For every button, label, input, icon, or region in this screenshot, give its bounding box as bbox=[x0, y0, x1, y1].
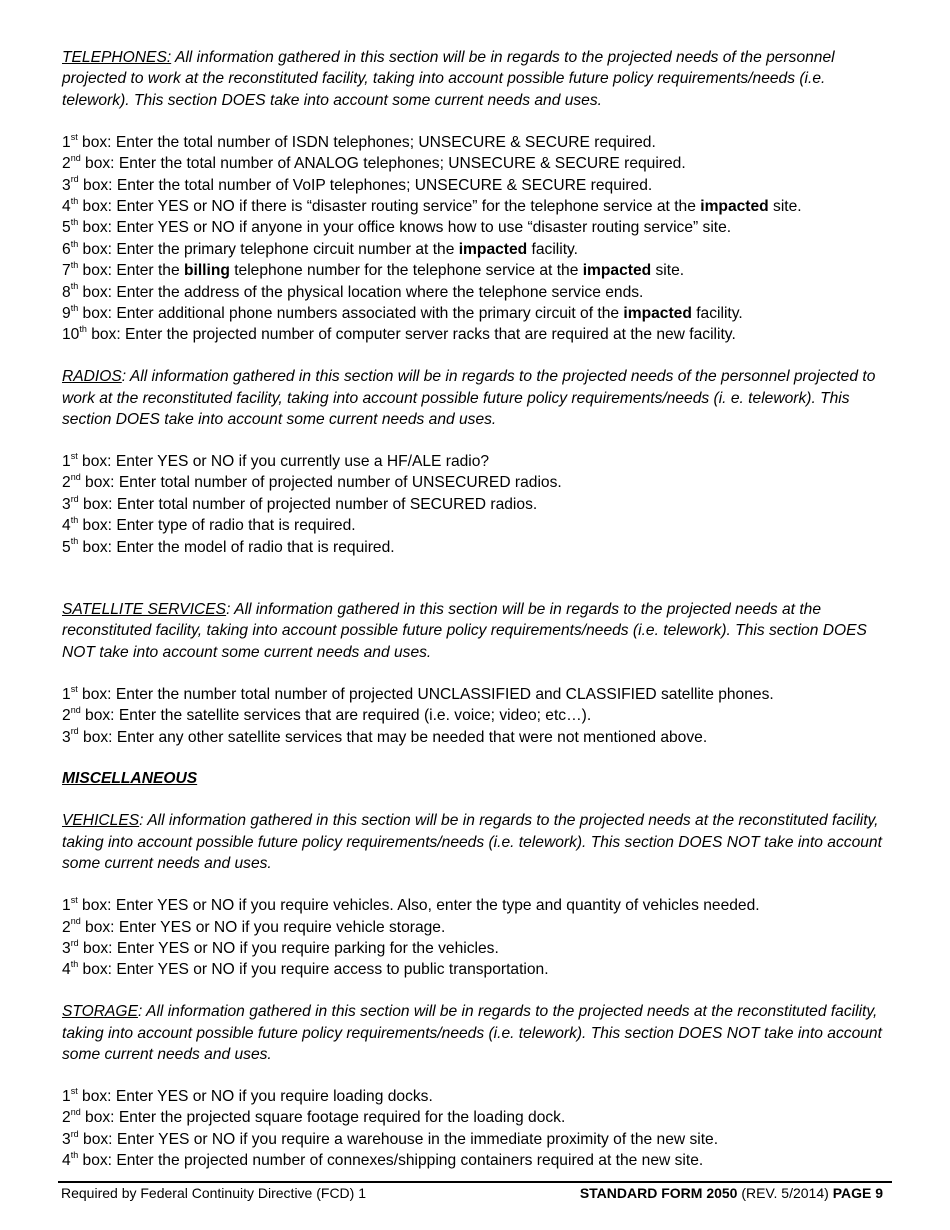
list-item: 4th box: Enter YES or NO if there is “disaster routing service” for the telephone service at the impacted site. bbox=[62, 195, 802, 215]
list-item: 7th box: Enter the billing telephone number for the telephone service at the impacted site. bbox=[62, 259, 685, 280]
list-item: 5th box: Enter the model of radio that is required. bbox=[62, 536, 395, 556]
vehicles-heading: VEHICLES bbox=[62, 812, 140, 830]
telephones-intro-text: All information gathered in this section will be in regards to the projected needs of the personnel projected to work at the reconstituted facility, taking into account possible future policy requirements/needs (i.e. telework). This section DOES take into account some current needs and uses. bbox=[62, 49, 835, 109]
list-item: 2nd box: Enter the satellite services that are required (i.e. voice; video; etc…). bbox=[62, 704, 592, 725]
radios-heading: RADIOS bbox=[62, 368, 122, 386]
vehicles-list bbox=[62, 895, 892, 981]
list-item: 4th box: Enter YES or NO if you require access to public transportation. bbox=[62, 959, 549, 979]
footer-form-info bbox=[580, 1184, 883, 1202]
telephones-intro bbox=[62, 47, 892, 111]
footer-divider bbox=[58, 1181, 892, 1183]
telephones-heading: TELEPHONES: bbox=[62, 49, 172, 66]
page-footer bbox=[61, 1184, 883, 1202]
telephones-list bbox=[62, 132, 892, 346]
list-item: 2nd box: Enter the projected square footage required for the loading dock. bbox=[62, 1107, 566, 1127]
list-item: 3rd box: Enter YES or NO if you require a warehouse in the immediate proximity of the new site. bbox=[62, 1128, 719, 1148]
radios-list bbox=[62, 451, 892, 558]
vehicles-intro bbox=[62, 810, 892, 874]
miscellaneous-heading: MISCELLANEOUS bbox=[62, 770, 198, 788]
list-item: 9th box: Enter additional phone numbers associated with the primary circuit of the impacted facility. bbox=[62, 302, 743, 322]
radios-intro bbox=[62, 366, 892, 430]
footer-revision: (REV. 5/2014) bbox=[737, 1185, 833, 1201]
list-item: 3rd box: Enter the total number of VoIP telephones; UNSECURE & SECURE required. bbox=[62, 174, 653, 194]
footer-directive: Required by Federal Continuity Directive (FCD) 1 bbox=[61, 1185, 366, 1201]
list-item: 1st box: Enter YES or NO if you require loading docks. bbox=[62, 1085, 433, 1105]
footer-form-name: STANDARD FORM 2050 bbox=[579, 1185, 738, 1201]
satellite-intro-text: : All information gathered in this section will be in regards to the projected needs at the reconstituted facility, taking into account possible future policy requirements/needs (i.e. telework). This section DOES NOT take into account some current needs and uses. bbox=[62, 601, 867, 661]
vehicles-intro-text: : All information gathered in this section will be in regards to the projected needs at the reconstituted facility, taking into account possible future policy requirements/needs (i.e. telework). This section DOES NOT take into account some current needs and uses. bbox=[62, 812, 882, 873]
list-item: 4th box: Enter the projected number of connexes/shipping containers required at the new site. bbox=[62, 1149, 704, 1170]
list-item: 2nd box: Enter YES or NO if you require vehicle storage. bbox=[62, 916, 446, 936]
footer-page-number: PAGE 9 bbox=[832, 1185, 883, 1201]
radios-intro-text: : All information gathered in this section will be in regards to the projected needs of the personnel projected to work at the reconstituted facility, taking into account possible future policy requirements/needs (i. e. telework). This section DOES take into account some current needs and uses. bbox=[62, 368, 876, 429]
list-item: 1st box: Enter the number total number of projected UNCLASSIFIED and CLASSIFIED satellite phones. bbox=[62, 683, 774, 703]
list-item: 2nd box: Enter the total number of ANALOG telephones; UNSECURE & SECURE required. bbox=[62, 152, 686, 173]
list-item: 1st box: Enter YES or NO if you currently use a HF/ALE radio? bbox=[62, 450, 490, 470]
list-item: 1st box: Enter the total number of ISDN telephones; UNSECURE & SECURE required. bbox=[62, 131, 656, 151]
list-item: 3rd box: Enter any other satellite services that may be needed that were not mentioned above. bbox=[62, 726, 708, 746]
list-item: 5th box: Enter YES or NO if anyone in your office knows how to use “disaster routing service” site. bbox=[62, 217, 732, 237]
list-item: 10th box: Enter the projected number of computer server racks that are required at the new facility. bbox=[62, 324, 736, 344]
satellite-heading: SATELLITE SERVICES bbox=[62, 601, 227, 619]
list-item: 6th box: Enter the primary telephone circuit number at the impacted facility. bbox=[62, 238, 579, 258]
document-page bbox=[62, 47, 892, 1172]
satellite-intro bbox=[62, 599, 892, 663]
list-item: 4th box: Enter type of radio that is required. bbox=[62, 515, 356, 535]
storage-intro-text: : All information gathered in this section will be in regards to the projected needs at the reconstituted facility, taking into account possible future policy requirements/needs (i.e. telework). This section DOES NOT take into account some current needs and uses. bbox=[62, 1003, 882, 1064]
satellite-list bbox=[62, 684, 892, 748]
storage-list bbox=[62, 1086, 892, 1172]
list-item: 8th box: Enter the address of the physical location where the telephone service ends. bbox=[62, 281, 644, 301]
list-item: 2nd box: Enter total number of projected number of UNSECURED radios. bbox=[62, 472, 562, 492]
storage-intro bbox=[62, 1001, 892, 1065]
list-item: 3rd box: Enter total number of projected number of SECURED radios. bbox=[62, 493, 538, 513]
list-item: 1st box: Enter YES or NO if you require vehicles. Also, enter the type and quantity of vehicles needed. bbox=[62, 894, 760, 915]
list-item: 3rd box: Enter YES or NO if you require parking for the vehicles. bbox=[62, 937, 499, 957]
storage-heading: STORAGE bbox=[62, 1003, 138, 1021]
